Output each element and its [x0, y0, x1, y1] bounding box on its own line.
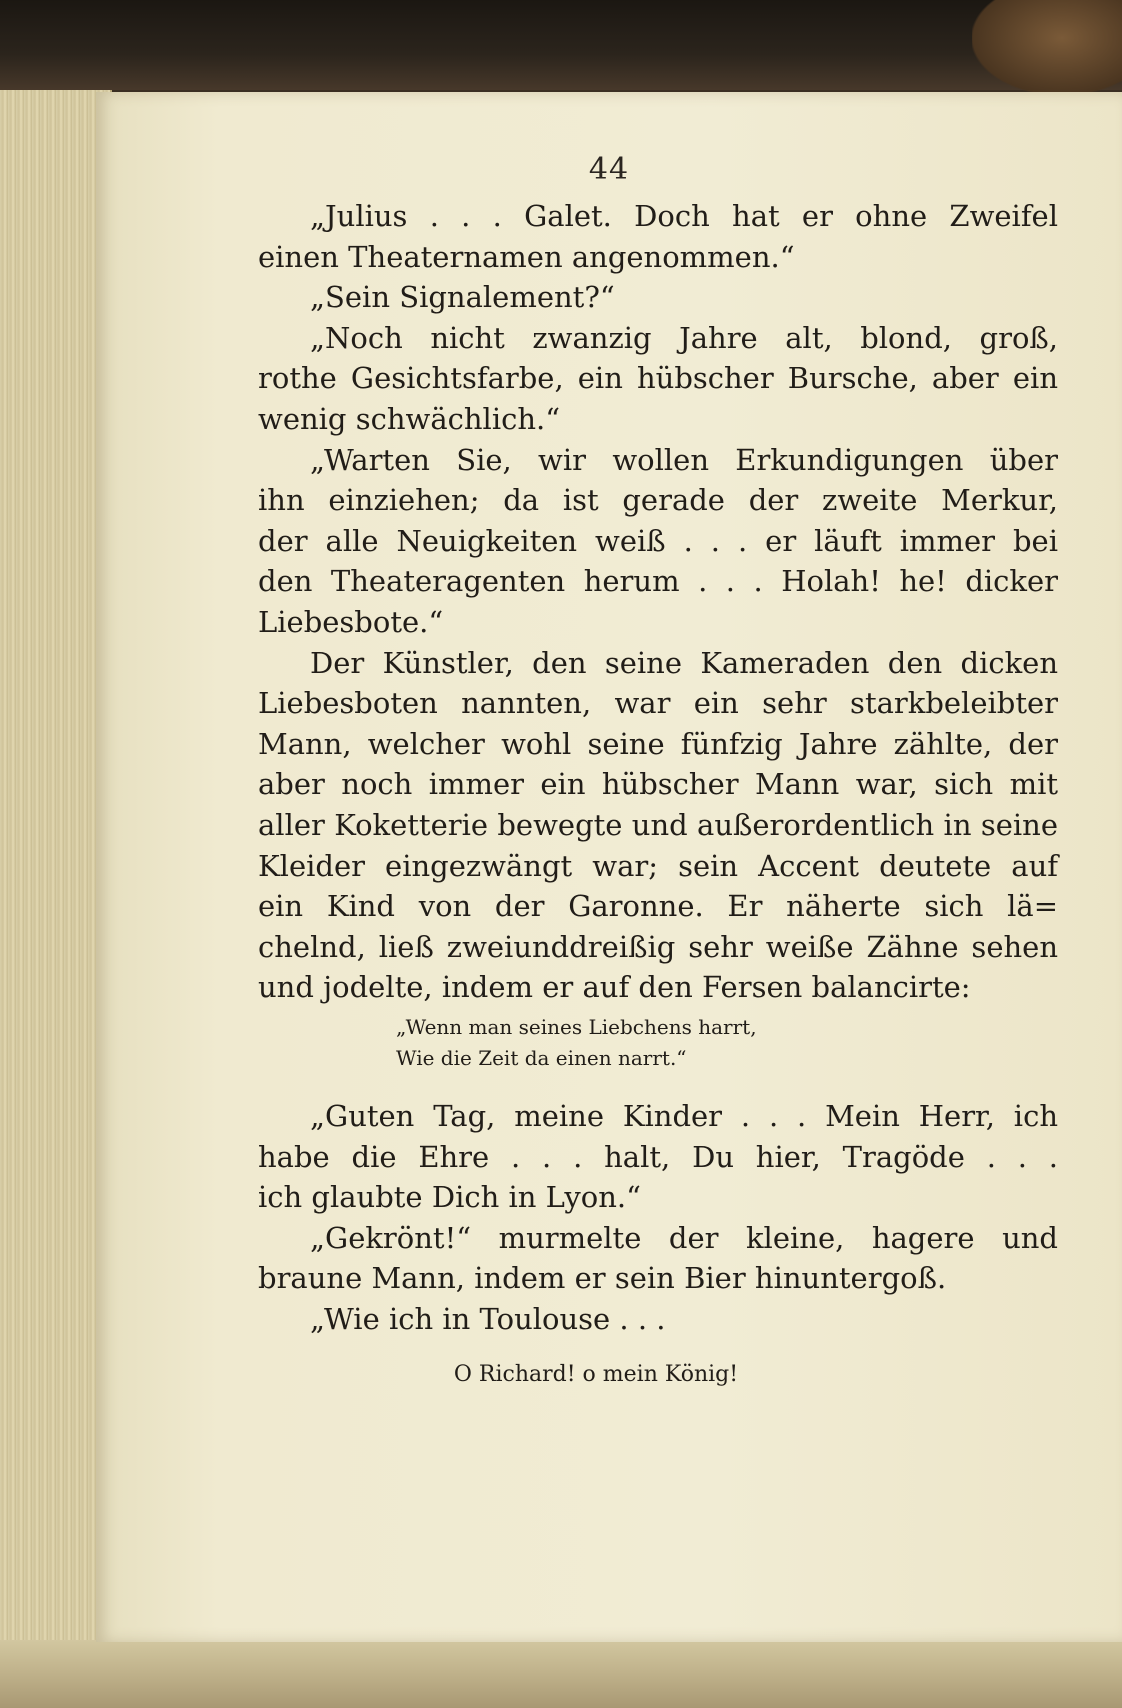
closing-line: O Richard! o mein König! — [453, 1362, 739, 1387]
text-line: „Julius . . . Galet. Doch hat er ohne Zweifel — [310, 199, 1058, 233]
text-line: Kleider eingezwängt war; sein Accent deutete auf — [258, 848, 1058, 883]
page-number: 44 — [588, 152, 630, 187]
text-line: und jodelte, indem er auf den Fersen balancirte: — [258, 970, 971, 1005]
text-block-lower — [258, 1096, 1058, 1340]
text-line: den Theateragenten herum . . . Holah! he! dicker — [258, 564, 1058, 599]
text-line: „Warten Sie, wir wollen Erkundigungen über — [310, 442, 1058, 477]
text-line: chelnd, ließ zweiunddreißig sehr weiße Zähne sehen — [258, 929, 1058, 964]
text-line: ich glaubte Dich in Lyon.“ — [258, 1180, 641, 1215]
text-line: der alle Neuigkeiten weiß . . . er läuft immer bei — [258, 523, 1058, 558]
text-line: aber noch immer ein hübscher Mann war, sich mit — [258, 767, 1058, 802]
text-line: „Guten Tag, meine Kinder . . . Mein Herr, ich — [310, 1099, 1058, 1133]
text-line: aller Koketterie bewegte und außerordentlich in seine — [258, 807, 1058, 842]
verse-line: „Wenn man seines Liebchens harrt, — [396, 1015, 757, 1039]
text-line: Liebesboten nannten, war ein sehr starkbeleibter — [258, 686, 1058, 721]
text-line: habe die Ehre . . . halt, Du hier, Tragöde . . . — [258, 1139, 1058, 1174]
text-line: einen Theaternamen angenommen.“ — [258, 239, 795, 274]
text-block-upper — [258, 196, 1058, 1008]
text-line: „Noch nicht zwanzig Jahre alt, blond, groß, — [310, 320, 1058, 355]
verse-line: Wie die Zeit da einen narrt.“ — [396, 1046, 687, 1070]
page-edges-bottom — [0, 1640, 1122, 1708]
text-line: „Sein Signalement?“ — [310, 280, 615, 315]
text-line: braune Mann, indem er sein Bier hinuntergoß. — [258, 1261, 947, 1296]
text-line: Liebesbote.“ — [258, 604, 444, 639]
book-page — [96, 92, 1122, 1642]
text-line: Mann, welcher wohl seine fünfzig Jahre zählte, der — [258, 726, 1058, 761]
verse-block — [396, 1012, 896, 1074]
text-line: „Gekrönt!“ murmelte der kleine, hagere und — [310, 1220, 1058, 1255]
text-line: „Wie ich in Toulouse . . . — [310, 1301, 666, 1336]
text-line: wenig schwächlich.“ — [258, 401, 561, 436]
text-line: Der Künstler, den seine Kameraden den dicken — [310, 645, 1058, 680]
text-line: ihn einziehen; da ist gerade der zweite Merkur, — [258, 483, 1058, 518]
text-line: rothe Gesichtsfarbe, ein hübscher Bursche, aber ein — [258, 361, 1058, 396]
book-cover-top — [0, 0, 1122, 90]
text-line: ein Kind von der Garonne. Er näherte sich lä= — [258, 889, 1058, 924]
bookmark-ribbon — [972, 0, 1122, 95]
